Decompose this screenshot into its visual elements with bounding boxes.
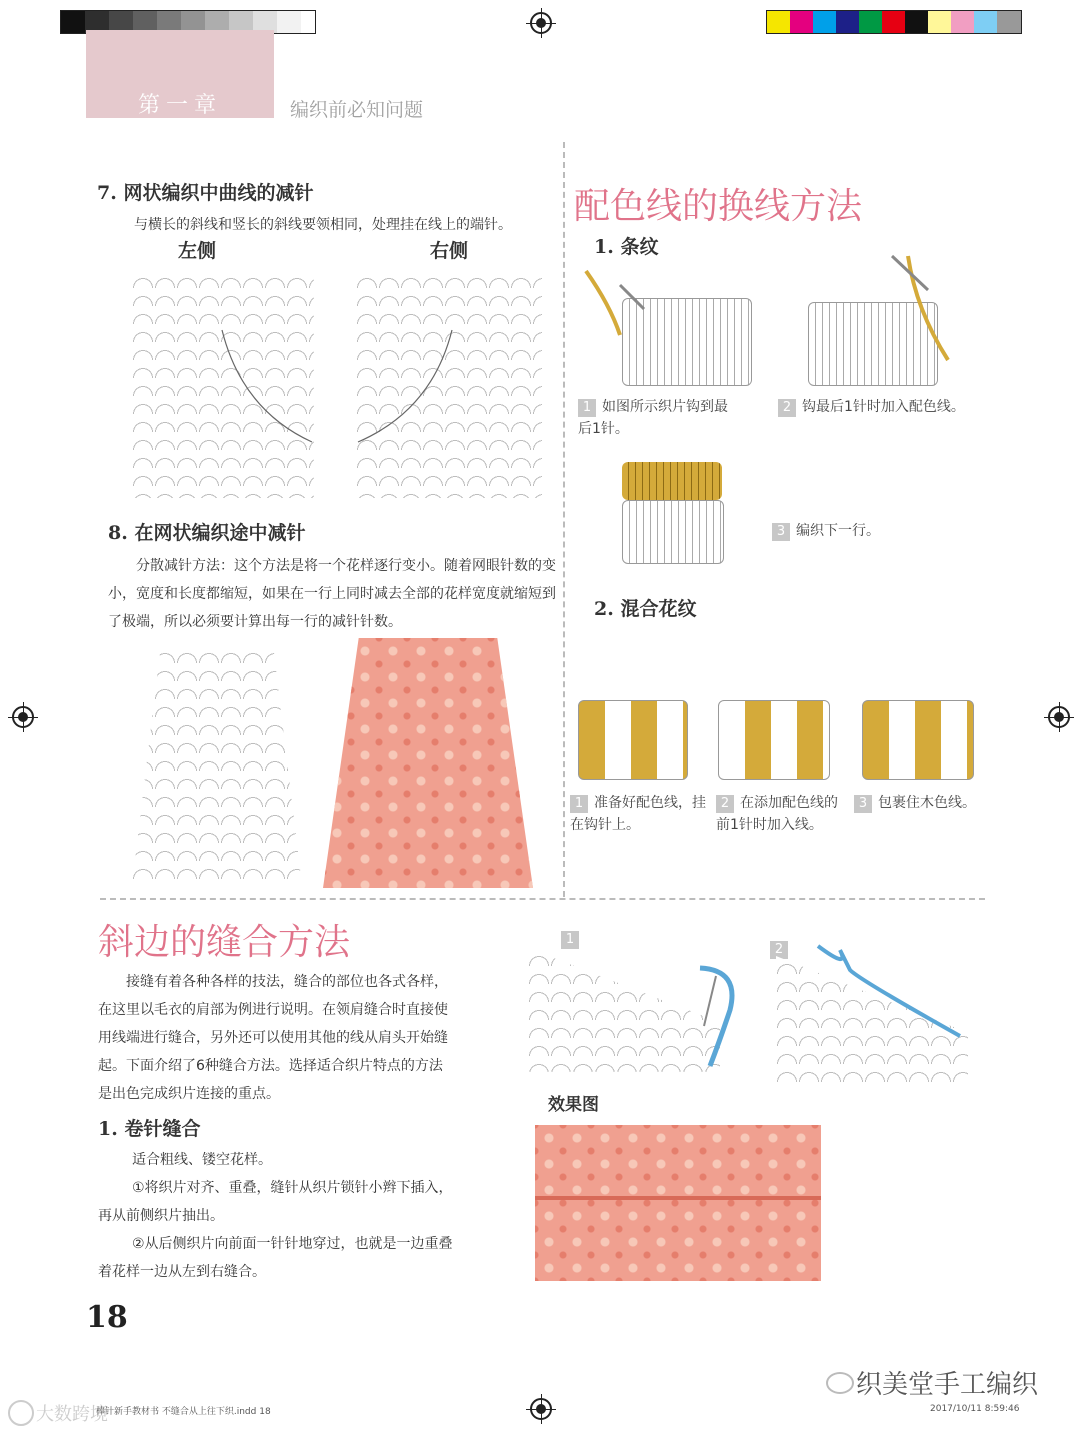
stripe-step3-white-rows bbox=[622, 500, 724, 564]
mixed-step2-illustration bbox=[718, 700, 830, 780]
corner-logo-text: 大数跨境 bbox=[36, 1404, 108, 1425]
dispersed-decrease-chart bbox=[132, 645, 302, 885]
whip-stitch-step2: ②从后侧织片向前面一针针地穿过，也就是一边重叠着花样一边从左到右缝合。 bbox=[98, 1236, 453, 1280]
yarn-strand bbox=[888, 250, 958, 370]
slant-seam-title: 斜边的缝合方法 bbox=[98, 922, 351, 963]
mixed-step1-illustration bbox=[578, 700, 688, 780]
mixed-pattern-title: 2. 混合花纹 bbox=[594, 598, 697, 620]
registration-mark-icon bbox=[530, 12, 552, 34]
slant-seam-paragraph: 接缝有着各种各样的技法，缝合的部位也各式各样，在这里以毛衣的肩部为例进行说明。在领肩缝合时直接使用线端进行缝合，另外还可以使用其他的线从肩头开始缝起。下面介绍了6种缝合方法。选择适合织片特点的方法是出色完成织片连接的重点。 bbox=[98, 974, 448, 1102]
page-number: 18 bbox=[86, 1300, 128, 1335]
mixed-step3-caption: 3 包裹住木色线。 bbox=[854, 792, 994, 814]
whip-stitch-title: 1. 卷针缝合 bbox=[98, 1118, 201, 1140]
seam-line bbox=[535, 1196, 821, 1200]
chapter-title: 编织前必知问题 bbox=[290, 99, 424, 121]
seam-fig2-number: 2 bbox=[770, 941, 788, 959]
mixed-step3-illustration bbox=[862, 700, 974, 780]
column-divider bbox=[563, 142, 565, 897]
chapter-number: 第一章 bbox=[138, 93, 223, 118]
effect-label: 效果图 bbox=[548, 1095, 599, 1115]
section-8-title: 8. 在网状编织途中减针 bbox=[108, 522, 306, 544]
yarn-strand bbox=[580, 265, 660, 345]
stripe-title: 1. 条纹 bbox=[594, 236, 659, 258]
watermark-text: 织美堂手工编织 bbox=[856, 1370, 1039, 1400]
section-8-paragraph: 分散减针方法：这个方法是将一个花样逐行变小。随着网眼针数的变小，宽度和长度都缩短，如果在一行上同时减去全部的花样宽度就缩短到了极端，所以必须要计算出每一行的减针针数。 bbox=[108, 558, 556, 630]
mixed-step2-caption: 2 在添加配色线的前1针时加入线。 bbox=[716, 795, 838, 833]
whip-stitch-desc: 适合粗线、镂空花样。 bbox=[132, 1152, 272, 1168]
stripe-step3-yellow-row bbox=[622, 462, 722, 500]
section-divider bbox=[100, 898, 985, 900]
pink-mesh-swatch-photo bbox=[323, 638, 533, 888]
color-change-title: 配色线的换线方法 bbox=[574, 186, 863, 227]
mixed-step1-caption: 1 准备好配色线，挂在钩针上。 bbox=[570, 795, 706, 833]
seam-effect-photo bbox=[535, 1125, 821, 1281]
right-side-label: 右侧 bbox=[430, 240, 469, 262]
corner-logo-icon bbox=[8, 1400, 34, 1426]
section-7-desc: 与横长的斜线和竖长的斜线要领相同，处理挂在线上的端针。 bbox=[134, 217, 512, 233]
print-file-name: 棒针新手教材书 不缝合从上往下织.indd 18 bbox=[96, 1407, 271, 1417]
stripe-step3-caption: 3 编织下一行。 bbox=[772, 520, 880, 542]
cmyk-color-bar bbox=[766, 10, 1022, 34]
print-timestamp: 2017/10/11 8:59:46 bbox=[930, 1404, 1020, 1414]
stripe-step1-caption: 1 如图所示织片钩到最后1针。 bbox=[578, 399, 728, 437]
registration-mark-icon bbox=[1048, 706, 1070, 728]
wechat-icon bbox=[826, 1372, 854, 1394]
yarn-needle bbox=[810, 940, 970, 1040]
registration-mark-icon bbox=[530, 1398, 552, 1420]
decrease-curve-lines bbox=[132, 270, 542, 500]
whip-stitch-step1: ①将织片对齐、重叠，缝针从织片锁针小辫下插入，再从前侧织片抽出。 bbox=[98, 1180, 453, 1224]
registration-mark-icon bbox=[12, 706, 34, 728]
seam-fig1-number: 1 bbox=[561, 931, 579, 949]
left-side-label: 左侧 bbox=[178, 240, 217, 262]
stripe-step2-caption: 2 钩最后1针时加入配色线。 bbox=[778, 396, 968, 418]
yarn-needle bbox=[690, 960, 750, 1070]
section-7-title: 7. 网状编织中曲线的减针 bbox=[97, 182, 314, 204]
